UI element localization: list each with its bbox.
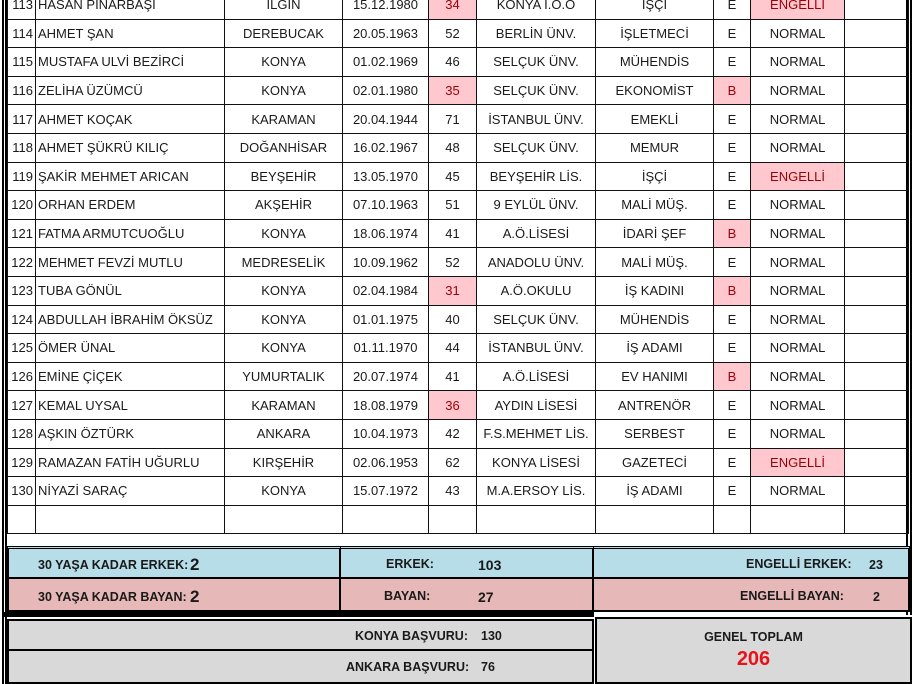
status-cell[interactable]: ENGELLİ [751, 448, 845, 477]
applicant-name-cell[interactable]: EMİNE ÇİÇEK [36, 362, 225, 391]
ankara-applications-cell [7, 651, 594, 684]
konya-applications-value: 130 [481, 629, 502, 643]
row-number-cell[interactable]: 115 [8, 48, 36, 77]
empty-cell-cell[interactable] [845, 191, 909, 220]
table-row [8, 219, 909, 248]
status-cell[interactable]: NORMAL [751, 362, 845, 391]
applicant-name-cell[interactable]: ŞAKİR MEHMET ARICAN [36, 162, 225, 191]
gender-cell[interactable]: E [714, 0, 751, 19]
gender-cell[interactable]: E [714, 162, 751, 191]
school-cell[interactable]: M.A.ERSOY LİS. [477, 477, 596, 506]
school-cell[interactable]: KONYA LİSESİ [477, 448, 596, 477]
school-cell[interactable]: İSTANBUL ÜNV. [477, 105, 596, 134]
gender-cell[interactable]: E [714, 19, 751, 48]
school-cell[interactable]: BERLİN ÜNV. [477, 19, 596, 48]
occupation-cell[interactable]: MÜHENDİS [596, 48, 714, 77]
under30-female-value: 2 [190, 587, 200, 606]
birth-date-cell[interactable]: 02.06.1953 [343, 448, 429, 477]
school-cell[interactable]: İSTANBUL ÜNV. [477, 334, 596, 363]
row-number-cell[interactable]: 130 [8, 477, 36, 506]
under30-male-label: 30 YAŞA KADAR ERKEK: [38, 558, 189, 572]
disabled-male-label: ENGELLİ ERKEK: [746, 557, 852, 571]
city-cell[interactable]: KARAMAN [225, 391, 343, 420]
empty-cell-cell[interactable] [845, 0, 909, 19]
status-cell[interactable]: NORMAL [751, 48, 845, 77]
city-cell[interactable]: DEREBUCAK [225, 19, 343, 48]
empty-cell-cell[interactable] [845, 391, 909, 420]
grand-total-value: 206 [736, 648, 771, 670]
birth-date-cell[interactable]: 07.10.1963 [343, 191, 429, 220]
city-cell[interactable]: KONYA [225, 276, 343, 305]
birth-date-cell[interactable]: 10.09.1962 [343, 248, 429, 277]
age-cell[interactable]: 40 [429, 305, 477, 334]
empty-cell-cell[interactable] [845, 362, 909, 391]
gender-cell[interactable]: E [714, 248, 751, 277]
applicant-name-cell[interactable]: ORHAN ERDEM [36, 191, 225, 220]
under30-female-cell [7, 579, 341, 612]
birth-date-cell[interactable]: 15.07.1972 [343, 477, 429, 506]
gender-cell[interactable]: E [714, 191, 751, 220]
empty-cell-cell[interactable] [845, 305, 909, 334]
status-cell[interactable]: NORMAL [751, 19, 845, 48]
row-number-cell[interactable]: 126 [8, 362, 36, 391]
age-cell[interactable]: 45 [429, 162, 477, 191]
applicant-name-cell[interactable]: HASAN PINARBAŞI [36, 0, 225, 19]
school-cell[interactable]: ANADOLU ÜNV. [477, 248, 596, 277]
occupation-cell[interactable]: MÜHENDİS [596, 305, 714, 334]
school-cell[interactable]: KONYA I.O.O [477, 0, 596, 19]
under30-male-cell [7, 546, 341, 579]
female-total-label: BAYAN: [384, 589, 431, 603]
status-cell[interactable]: NORMAL [751, 133, 845, 162]
table-row [8, 133, 909, 162]
age-cell[interactable]: 44 [429, 334, 477, 363]
occupation-cell[interactable]: İŞ ADAMI [596, 477, 714, 506]
row-number-cell[interactable]: 129 [8, 448, 36, 477]
ankara-applications-value: 76 [481, 660, 495, 674]
city-cell[interactable]: KONYA [225, 477, 343, 506]
male-total-value: 103 [478, 557, 502, 573]
city-cell[interactable]: KIRŞEHİR [225, 448, 343, 477]
applicant-name-cell[interactable]: RAMAZAN FATİH UĞURLU [36, 448, 225, 477]
gender-cell[interactable]: E [714, 419, 751, 448]
status-cell[interactable]: NORMAL [751, 76, 845, 105]
row-number-cell[interactable]: 116 [8, 76, 36, 105]
age-cell[interactable]: 48 [429, 133, 477, 162]
occupation-cell[interactable]: SERBEST [596, 419, 714, 448]
disabled-female-cell [594, 579, 910, 612]
applicant-name-cell[interactable]: KEMAL UYSAL [36, 391, 225, 420]
school-cell[interactable]: BEYŞEHİR LİS. [477, 162, 596, 191]
table-row [8, 505, 909, 534]
under30-female-label: 30 YAŞA KADAR BAYAN: [38, 590, 187, 604]
empty-cell-cell[interactable] [845, 248, 909, 277]
age-cell[interactable]: 41 [429, 362, 477, 391]
birth-date-cell[interactable]: 18.08.1979 [343, 391, 429, 420]
table-row [8, 305, 909, 334]
empty-cell-cell[interactable] [845, 162, 909, 191]
school-cell[interactable]: A.Ö.OKULU [477, 276, 596, 305]
gender-cell[interactable]: B [714, 219, 751, 248]
empty-cell-cell[interactable] [845, 105, 909, 134]
applicant-name-cell[interactable]: TUBA GÖNÜL [36, 276, 225, 305]
applicant-name-cell[interactable] [36, 505, 225, 534]
age-cell[interactable]: 71 [429, 105, 477, 134]
birth-date-cell[interactable]: 02.04.1984 [343, 276, 429, 305]
applicant-name-cell[interactable]: FATMA ARMUTCUOĞLU [36, 219, 225, 248]
occupation-cell[interactable]: MALİ MÜŞ. [596, 191, 714, 220]
table-row [8, 477, 909, 506]
applicant-name-cell[interactable]: AŞKIN ÖZTÜRK [36, 419, 225, 448]
age-cell[interactable] [429, 505, 477, 534]
birth-date-cell[interactable]: 13.05.1970 [343, 162, 429, 191]
empty-cell-cell[interactable] [845, 276, 909, 305]
row-number-cell[interactable]: 114 [8, 19, 36, 48]
age-cell[interactable]: 31 [429, 276, 477, 305]
empty-cell-cell[interactable] [845, 477, 909, 506]
gender-cell[interactable]: E [714, 334, 751, 363]
gender-cell[interactable]: E [714, 477, 751, 506]
female-total-cell [341, 579, 594, 612]
empty-cell-cell[interactable] [845, 334, 909, 363]
occupation-cell[interactable]: MALİ MÜŞ. [596, 248, 714, 277]
city-cell[interactable]: MEDRESELİK [225, 248, 343, 277]
age-cell[interactable]: 43 [429, 477, 477, 506]
gender-cell[interactable]: E [714, 48, 751, 77]
status-cell[interactable]: NORMAL [751, 419, 845, 448]
empty-cell-cell[interactable] [845, 505, 909, 534]
grand-total-label: GENEL TOPLAM [704, 630, 803, 644]
age-cell[interactable]: 52 [429, 248, 477, 277]
table-row [8, 76, 909, 105]
status-cell[interactable]: NORMAL [751, 305, 845, 334]
applicant-name-cell[interactable]: AHMET ŞAN [36, 19, 225, 48]
disabled-female-label: ENGELLİ BAYAN: [740, 589, 844, 603]
row-number-cell[interactable]: 121 [8, 219, 36, 248]
row-number-cell[interactable]: 113 [8, 0, 36, 19]
applicant-name-cell[interactable]: MUSTAFA ULVİ BEZİRCİ [36, 48, 225, 77]
empty-cell-cell[interactable] [845, 19, 909, 48]
age-cell[interactable]: 41 [429, 219, 477, 248]
school-cell[interactable]: 9 EYLÜL ÜNV. [477, 191, 596, 220]
age-cell[interactable]: 36 [429, 391, 477, 420]
disabled-male-cell [594, 546, 910, 579]
occupation-cell[interactable]: İŞÇİ [596, 162, 714, 191]
occupation-cell[interactable]: İŞ KADINI [596, 276, 714, 305]
birth-date-cell[interactable]: 20.05.1963 [343, 19, 429, 48]
table-row [8, 391, 909, 420]
birth-date-cell[interactable]: 15.12.1980 [343, 0, 429, 19]
thick-divider [4, 612, 594, 617]
birth-date-cell[interactable]: 01.02.1969 [343, 48, 429, 77]
status-cell[interactable]: NORMAL [751, 105, 845, 134]
school-cell[interactable]: SELÇUK ÜNV. [477, 76, 596, 105]
city-cell[interactable]: KARAMAN [225, 105, 343, 134]
birth-date-cell[interactable]: 01.01.1975 [343, 305, 429, 334]
empty-cell-cell[interactable] [845, 76, 909, 105]
row-number-cell[interactable]: 122 [8, 248, 36, 277]
city-cell[interactable]: KONYA [225, 219, 343, 248]
occupation-cell[interactable]: IŞÇI [596, 0, 714, 19]
status-cell[interactable]: NORMAL [751, 248, 845, 277]
status-cell[interactable]: NORMAL [751, 276, 845, 305]
female-total-value: 27 [478, 589, 494, 605]
city-cell[interactable] [225, 505, 343, 534]
occupation-cell[interactable]: EV HANIMI [596, 362, 714, 391]
gender-cell[interactable]: B [714, 76, 751, 105]
applicant-name-cell[interactable]: ZELİHA ÜZÜMCÜ [36, 76, 225, 105]
table-row [8, 162, 909, 191]
male-total-cell [341, 546, 594, 579]
row-number-cell[interactable]: 123 [8, 276, 36, 305]
age-cell[interactable]: 52 [429, 19, 477, 48]
status-cell[interactable]: ENGELLI [751, 0, 845, 19]
school-cell[interactable]: SELÇUK ÜNV. [477, 133, 596, 162]
male-total-label: ERKEK: [386, 557, 434, 571]
birth-date-cell[interactable]: 01.11.1970 [343, 334, 429, 363]
school-cell[interactable]: SELÇUK ÜNV. [477, 48, 596, 77]
grand-total-cell [595, 617, 912, 684]
table-row [8, 448, 909, 477]
birth-date-cell[interactable]: 20.07.1974 [343, 362, 429, 391]
ankara-applications-label: ANKARA BAŞVURU: [346, 660, 470, 674]
occupation-cell[interactable]: EMEKLİ [596, 105, 714, 134]
gender-cell[interactable]: E [714, 105, 751, 134]
table-row [8, 105, 909, 134]
age-cell[interactable]: 34 [429, 0, 477, 19]
city-cell[interactable]: YUMURTALIK [225, 362, 343, 391]
applicant-name-cell[interactable]: MEHMET FEVZİ MUTLU [36, 248, 225, 277]
school-cell[interactable]: A.Ö.LİSESİ [477, 219, 596, 248]
empty-cell-cell[interactable] [845, 448, 909, 477]
row-number-cell[interactable]: 127 [8, 391, 36, 420]
city-cell[interactable]: KONYA [225, 76, 343, 105]
school-cell[interactable]: A.Ö.LİSESİ [477, 362, 596, 391]
table-row [8, 419, 909, 448]
disabled-male-value: 23 [869, 558, 883, 572]
table-row [8, 334, 909, 363]
occupation-cell[interactable]: ANTRENÖR [596, 391, 714, 420]
age-cell[interactable]: 51 [429, 191, 477, 220]
applicant-name-cell[interactable]: AHMET ŞÜKRÜ KILIÇ [36, 133, 225, 162]
row-number-cell[interactable]: 117 [8, 105, 36, 134]
birth-date-cell[interactable]: 10.04.1973 [343, 419, 429, 448]
city-cell[interactable]: BEYŞEHİR [225, 162, 343, 191]
empty-cell-cell[interactable] [845, 419, 909, 448]
occupation-cell[interactable] [596, 505, 714, 534]
gender-cell[interactable]: E [714, 448, 751, 477]
age-cell[interactable]: 46 [429, 48, 477, 77]
applicant-name-cell[interactable]: NİYAZİ SARAÇ [36, 477, 225, 506]
gender-cell[interactable]: E [714, 305, 751, 334]
status-cell[interactable]: NORMAL [751, 219, 845, 248]
birth-date-cell[interactable]: 02.01.1980 [343, 76, 429, 105]
birth-date-cell[interactable]: 18.06.1974 [343, 219, 429, 248]
occupation-cell[interactable]: GAZETECİ [596, 448, 714, 477]
row-number-cell[interactable]: 124 [8, 305, 36, 334]
row-number-cell[interactable]: 119 [8, 162, 36, 191]
school-cell[interactable]: SELÇUK ÜNV. [477, 305, 596, 334]
gender-cell[interactable]: E [714, 391, 751, 420]
table-row [8, 48, 909, 77]
status-cell[interactable]: NORMAL [751, 391, 845, 420]
status-cell[interactable]: NORMAL [751, 477, 845, 506]
applicant-name-cell[interactable]: AHMET KOÇAK [36, 105, 225, 134]
table-row [8, 362, 909, 391]
status-cell[interactable]: NORMAL [751, 191, 845, 220]
birth-date-cell[interactable] [343, 505, 429, 534]
city-cell[interactable]: KONYA [225, 334, 343, 363]
occupation-cell[interactable]: İDARİ ŞEF [596, 219, 714, 248]
occupation-cell[interactable]: EKONOMİST [596, 76, 714, 105]
konya-applications-cell [7, 619, 594, 651]
table-row [8, 276, 909, 305]
occupation-cell[interactable]: İŞLETMECİ [596, 19, 714, 48]
table-row [8, 0, 909, 19]
konya-applications-label: KONYA BAŞVURU: [355, 629, 468, 643]
city-cell[interactable]: ILGIN [225, 0, 343, 19]
empty-cell-cell[interactable] [845, 219, 909, 248]
school-cell[interactable] [477, 505, 596, 534]
city-cell[interactable]: KONYA [225, 305, 343, 334]
row-number-cell[interactable]: 118 [8, 133, 36, 162]
occupation-cell[interactable]: MEMUR [596, 133, 714, 162]
applicant-name-cell[interactable]: ÖMER ÜNAL [36, 334, 225, 363]
status-cell[interactable]: ENGELLİ [751, 162, 845, 191]
gender-cell[interactable] [714, 505, 751, 534]
table-row [8, 248, 909, 277]
gender-cell[interactable]: B [714, 276, 751, 305]
age-cell[interactable]: 62 [429, 448, 477, 477]
school-cell[interactable]: F.S.MEHMET LİS. [477, 419, 596, 448]
gender-cell[interactable]: B [714, 362, 751, 391]
table-row [8, 19, 909, 48]
age-cell[interactable]: 35 [429, 76, 477, 105]
disabled-female-value: 2 [873, 590, 880, 604]
empty-cell-cell[interactable] [845, 48, 909, 77]
birth-date-cell[interactable]: 16.02.1967 [343, 133, 429, 162]
city-cell[interactable]: ANKARA [225, 419, 343, 448]
age-cell[interactable]: 42 [429, 419, 477, 448]
row-number-cell[interactable]: 128 [8, 419, 36, 448]
table-row [8, 191, 909, 220]
birth-date-cell[interactable]: 20.04.1944 [343, 105, 429, 134]
city-cell[interactable]: DOĞANHİSAR [225, 133, 343, 162]
school-cell[interactable]: AYDIN LİSESİ [477, 391, 596, 420]
empty-cell-cell[interactable] [845, 133, 909, 162]
applicant-table [7, 0, 909, 534]
gender-cell[interactable]: E [714, 133, 751, 162]
city-cell[interactable]: KONYA [225, 48, 343, 77]
under30-male-value: 2 [190, 555, 200, 574]
occupation-cell[interactable]: İŞ ADAMI [596, 334, 714, 363]
status-cell[interactable]: NORMAL [751, 334, 845, 363]
applicant-name-cell[interactable]: ABDULLAH İBRAHİM ÖKSÜZ [36, 305, 225, 334]
row-number-cell[interactable]: 125 [8, 334, 36, 363]
status-cell[interactable] [751, 505, 845, 534]
row-number-cell[interactable] [8, 505, 36, 534]
city-cell[interactable]: AKŞEHİR [225, 191, 343, 220]
row-number-cell[interactable]: 120 [8, 191, 36, 220]
